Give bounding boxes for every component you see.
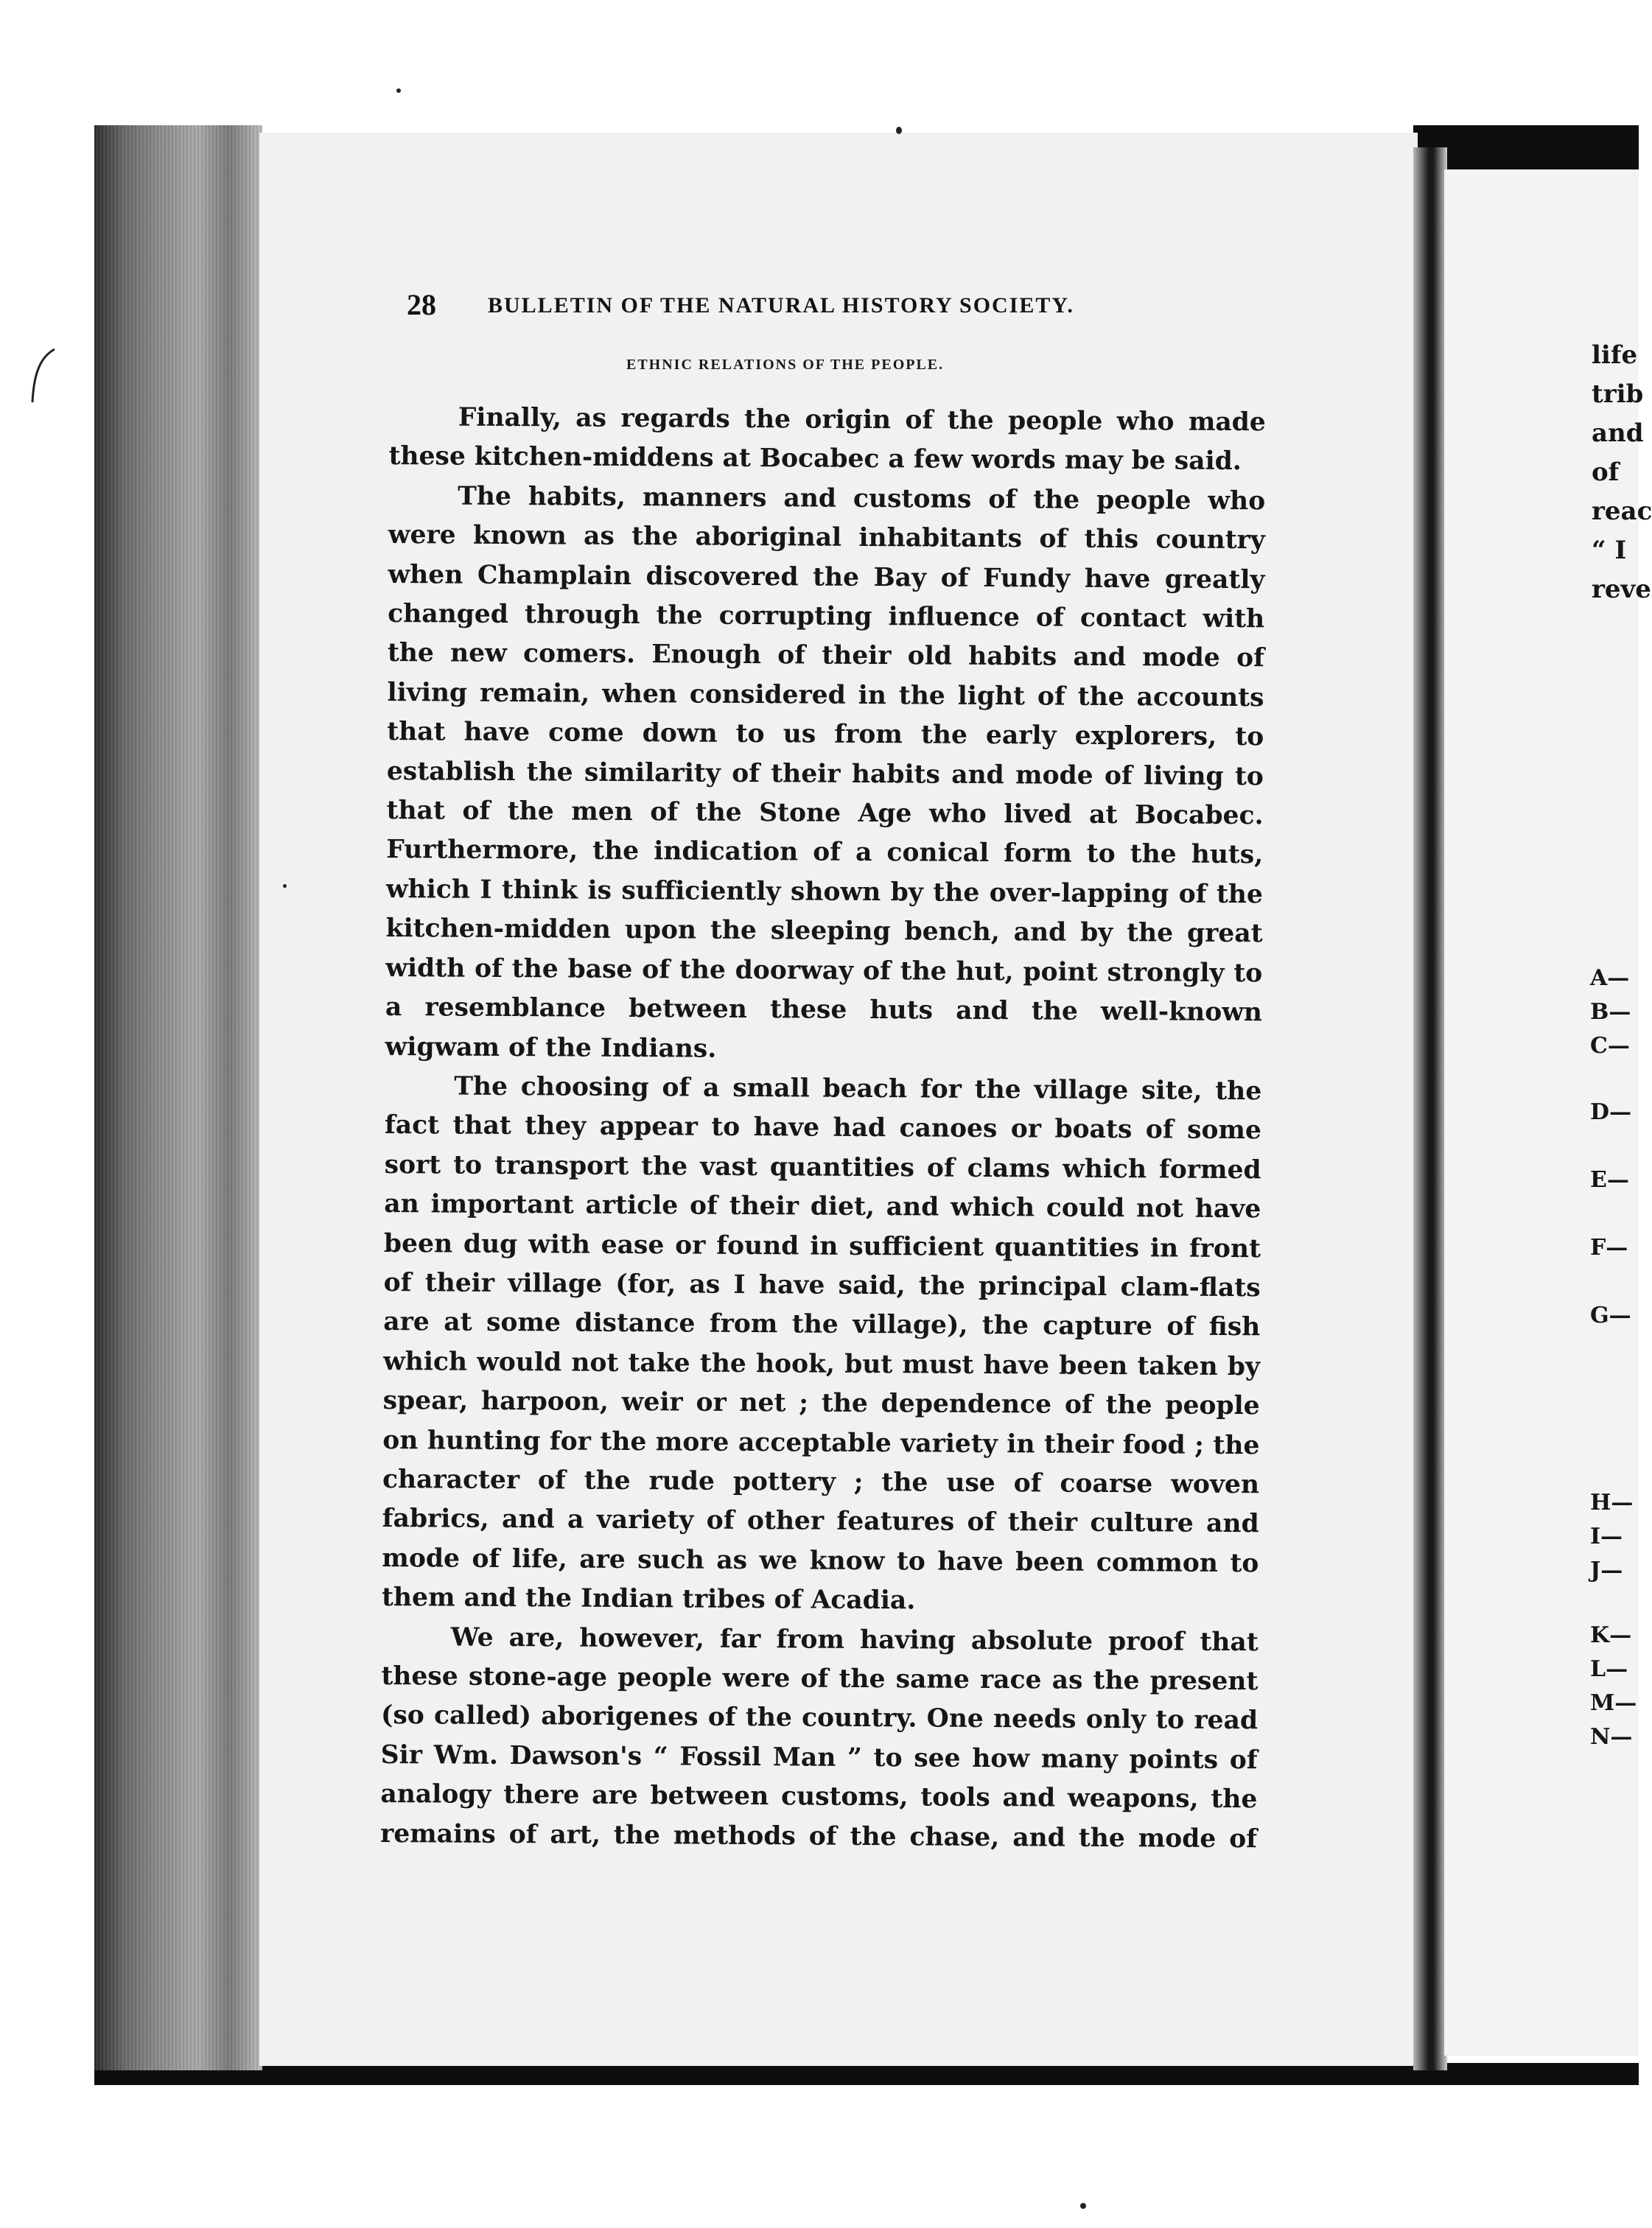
right-page-letter: E— xyxy=(1590,1167,1629,1193)
right-page-letter-list xyxy=(1590,0,1652,2228)
right-page-fragment: “ I xyxy=(1592,536,1627,565)
scan-speck xyxy=(1080,2203,1086,2209)
right-page-fragment: reve xyxy=(1592,575,1651,604)
scan-border-bottom xyxy=(94,2063,1639,2085)
page-header xyxy=(407,287,1253,329)
right-page-letter: N— xyxy=(1590,1724,1633,1750)
right-page-letter: D— xyxy=(1590,1099,1632,1125)
paragraph: The habits, manners and customs of the people who were known as the aboriginal inhabitants of this country when Champlain discovered the Bay of Fundy have greatly changed through the corrupting influence of contact with the new comers. Enough of their old habits and mode of living remain, when considered in the light of the accounts that have come down to us from the early explorers, to establish the similarity of their habits and mode of living to that of the men of the Stone Age who lived at Bocabec. Furthermore, the indication of a conical form to the huts, which I think is sufficiently shown by the over-lapping of the kitchen-midden upon the sleeping bench, and by the great width of the base of the doorway of the hut, point strongly to a resemblance between these huts and the well-known wigwam of the Indians. xyxy=(385,481,1266,1064)
right-page-fragment: trib xyxy=(1592,379,1644,409)
right-page-letter: I— xyxy=(1590,1524,1623,1549)
paragraph: The choosing of a small beach for the village site, the fact that they appear to have had canoes or boats of some sort to transport the vast quantities of clams which formed an important article of their diet, and which could not have been dug with ease or found in sufficient quantities in front of their village (for, as I have said, the principal clam-flats are at some distance from the village), the capture of fish which would not take the hook, but must have been taken by spear, harpoon, weir or net ; the dependence of the people on hunting for the more acceptable variety in their food ; the character of the rude pottery ; the use of coarse woven fabrics, and a variety of other features of their culture and mode of life, are such as we know to have been common to them and the Indian tribes of Acadia. xyxy=(381,1071,1262,1616)
right-page-letter: H— xyxy=(1590,1490,1634,1516)
right-page-letter: F— xyxy=(1590,1235,1628,1261)
right-page-fragment: of xyxy=(1592,458,1620,487)
right-page-letter: L— xyxy=(1590,1656,1628,1682)
right-page-fragment: and xyxy=(1592,418,1644,448)
right-page-letter: J— xyxy=(1590,1558,1623,1583)
right-page-letter: A— xyxy=(1590,965,1630,991)
right-page-letter: K— xyxy=(1590,1622,1632,1648)
paragraph: Finally, as regards the origin of the people who made these kitchen-middens at Bocabec a few words may be said. xyxy=(388,402,1266,477)
scan-speck xyxy=(283,884,287,888)
right-page-letter: B— xyxy=(1590,999,1631,1025)
scan-speck xyxy=(896,127,902,134)
book-page-edges xyxy=(94,125,262,2070)
right-page-letter: C— xyxy=(1590,1033,1630,1059)
section-title: ETHNIC RELATIONS OF THE PEOPLE. xyxy=(626,357,945,373)
book-gutter xyxy=(1413,147,1447,2070)
right-page-letter: G— xyxy=(1590,1303,1631,1328)
right-page-fragment: reac xyxy=(1592,497,1652,526)
page-number: 28 xyxy=(407,288,436,321)
paragraph: We are, however, far from having absolute proof that these stone-age people were of the same race as the present (so called) aborigenes of the country. One needs only to read Sir Wm. Dawson's “ Fossil Man ” to see how many points of analogy there are between customs, tools and weapons, the remains of art, the methods of the chase, and the mode of xyxy=(379,1622,1259,1854)
right-page-fragment: life xyxy=(1592,340,1638,370)
running-head: BULLETIN OF THE NATURAL HISTORY SOCIETY. xyxy=(488,293,1074,318)
stray-pen-mark xyxy=(27,346,59,405)
scan-speck xyxy=(396,88,401,93)
right-page-letter: M— xyxy=(1590,1690,1637,1716)
body-text xyxy=(380,398,1266,1859)
